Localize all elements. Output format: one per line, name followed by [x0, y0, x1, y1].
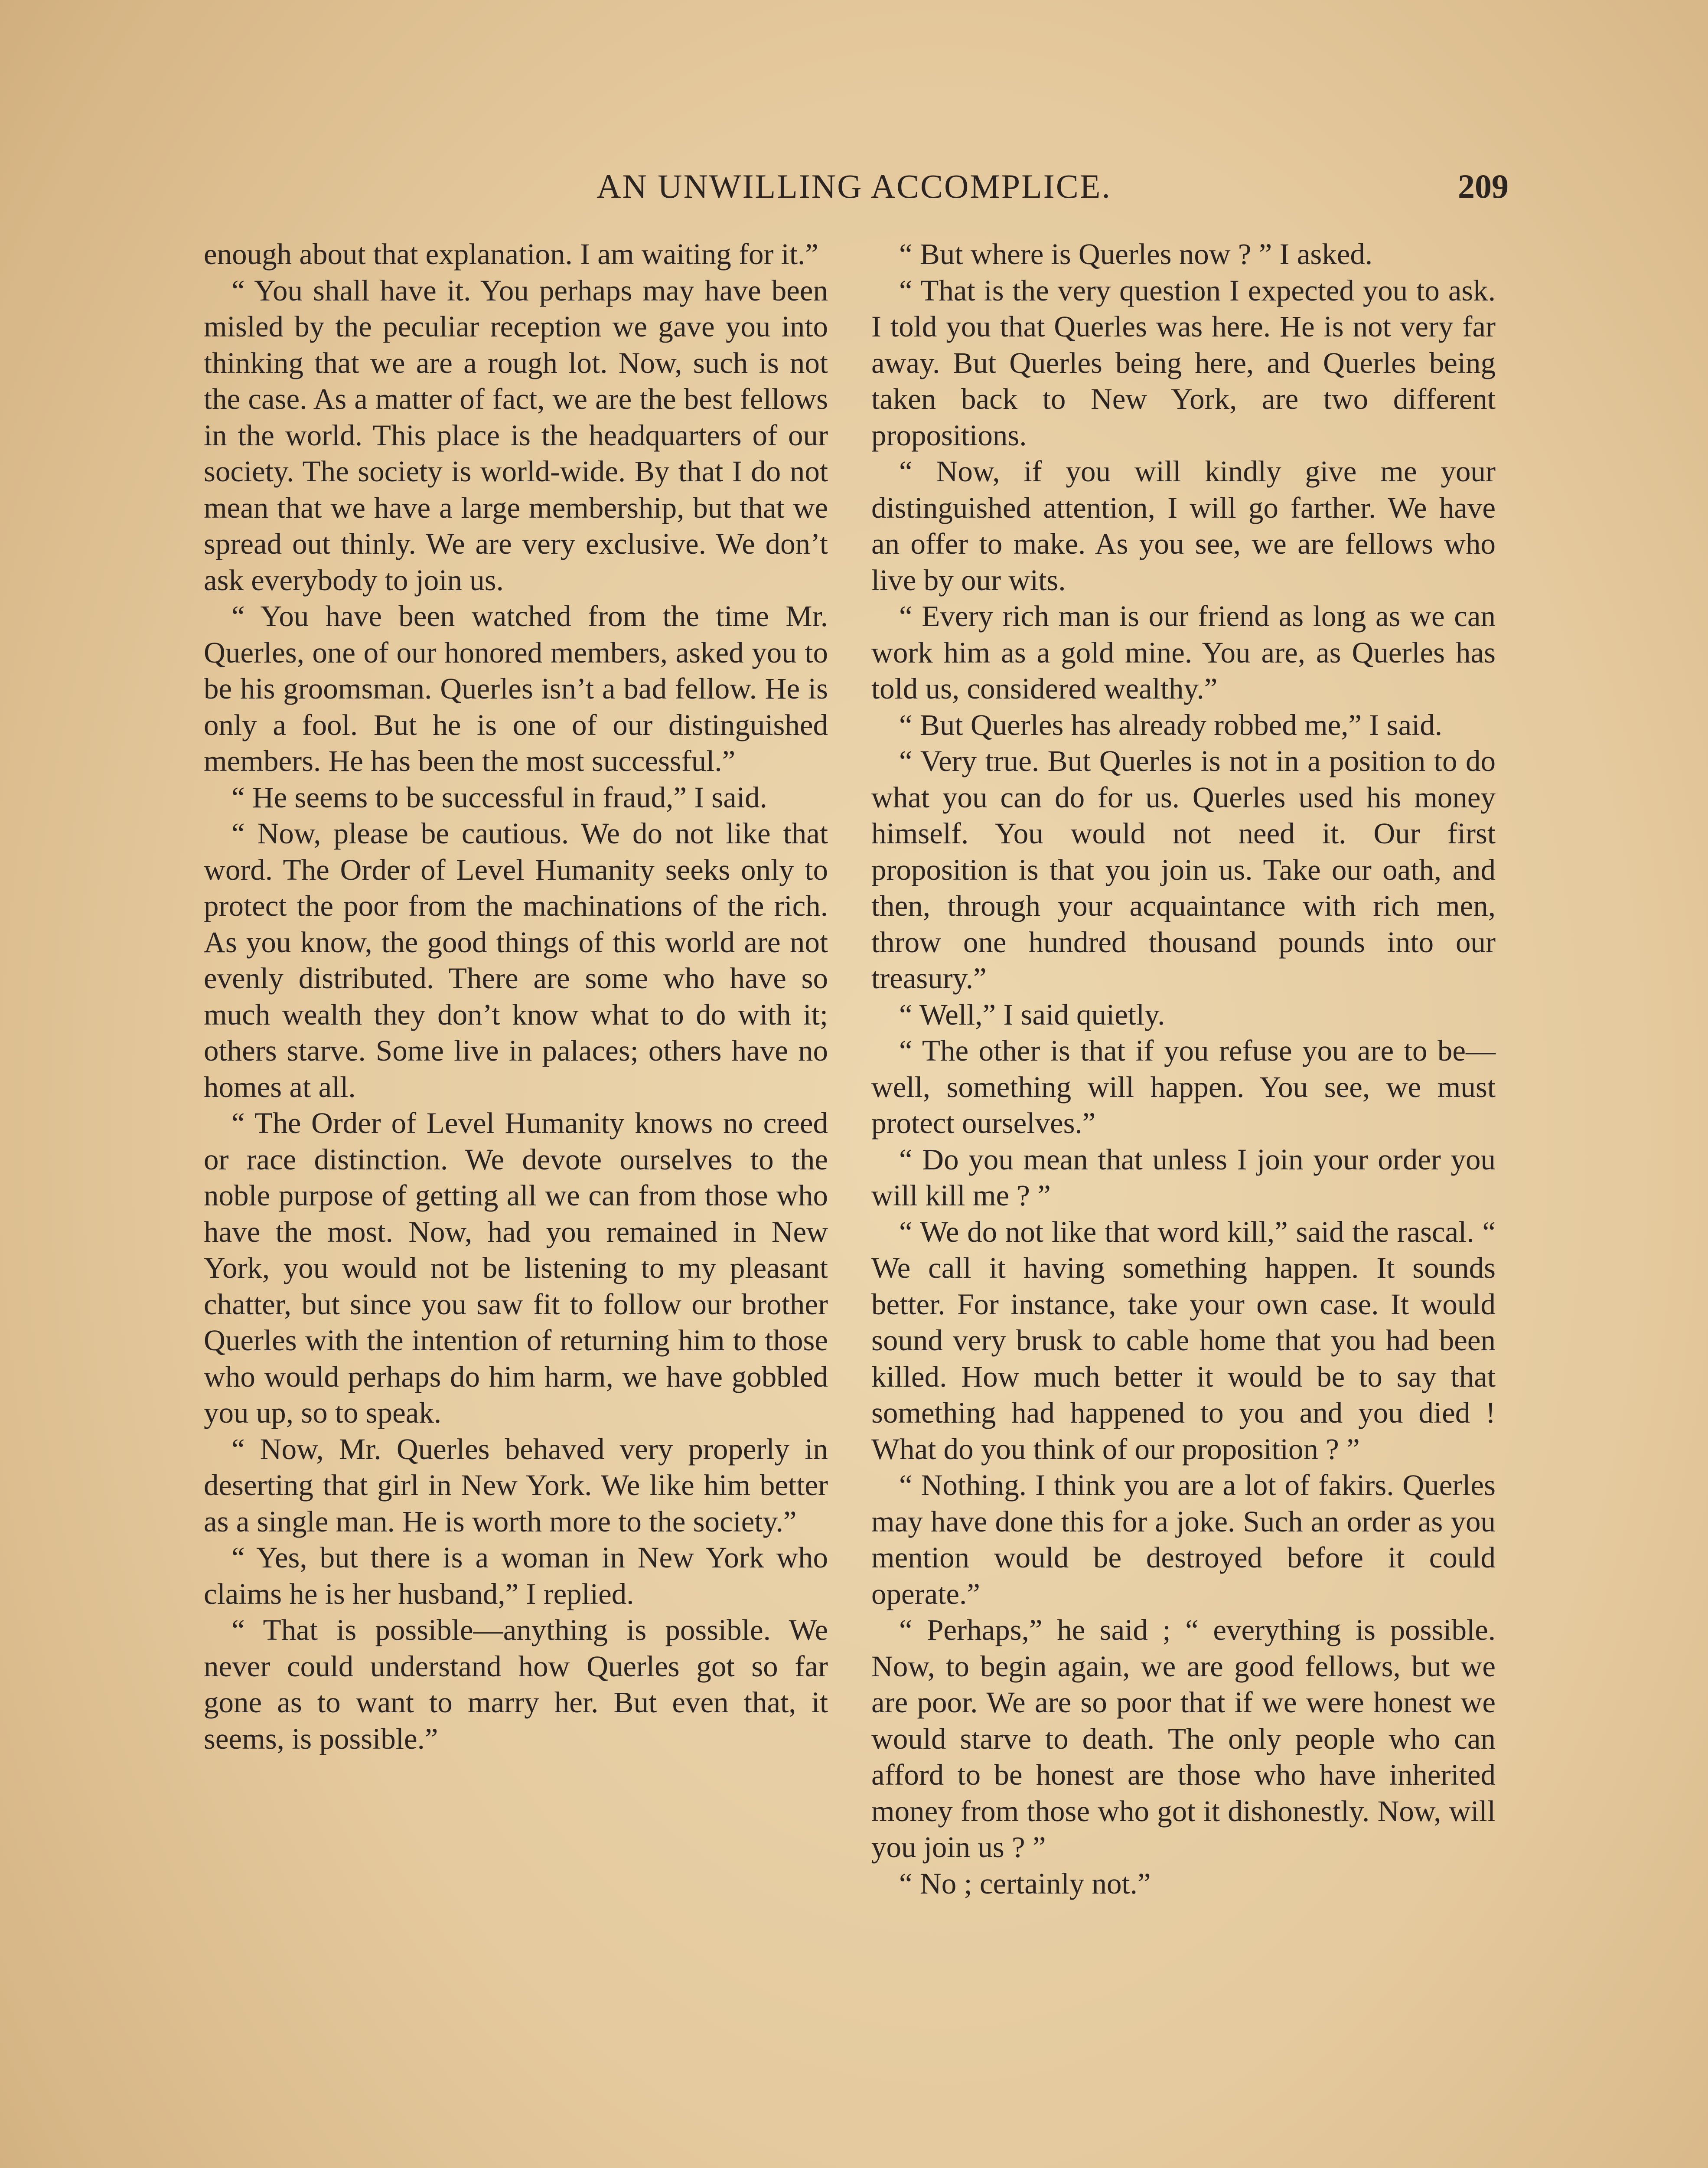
paragraph: “ Every rich man is our friend as long as we can work him as a gold mine. You are, as Querles has told us, considered wealthy.” — [871, 600, 1496, 705]
paragraph: “ The Order of Level Humanity knows no creed or race distinction. We devote ourselves to the noble purpose of getting all we can from those who have the most. Now, had you remained in New York, you would not be listening to my pleasant chatter, but since you saw fit to follow our brother Querles with the intention of returning him to those who would perhaps do him harm, we have gobbled you up, so to speak. — [204, 1107, 828, 1429]
paragraph: “ Now, please be cautious. We do not like that word. The Order of Level Humanity seeks only to protect the poor from the machinations of the rich. As you know, the good things of this world are not evenly distributed. There are some who have so much wealth they don’t know what to do with it; others starve. Some live in palaces; others have no homes at all. — [204, 817, 828, 1104]
left-column — [204, 236, 828, 2168]
paragraph: “ But Querles has already robbed me,” I said. — [899, 708, 1443, 741]
paragraph: “ You shall have it. You perhaps may have been misled by the peculiar reception we gave you into thinking that we are a rough lot. Now, such is not the case. As a matter of fact, we are the best fellows in the world. This place is the headquarters of our society. The society is world-wide. By that I do not mean that we have a large membership, but that we spread out thinly. We are very exclusive. We don’t ask everybody to join us. — [204, 274, 828, 597]
running-title: AN UNWILLING ACCOMPLICE. — [596, 167, 1112, 205]
page-number: 209 — [1458, 167, 1509, 205]
paragraph: “ Now, Mr. Querles behaved very properly in deserting that girl in New York. We like him better as a single man. He is worth more to the society.” — [204, 1432, 828, 1538]
paragraph: “ But where is Querles now ? ” I asked. — [899, 238, 1373, 271]
paragraph: “ Now, if you will kindly give me your distinguished attention, I will go farther. We have an offer to make. As you see, we are fellows who live by our wits. — [871, 455, 1496, 597]
paragraph: “ No ; certainly not.” — [899, 1867, 1151, 1900]
paragraph: “ Yes, but there is a woman in New York who claims he is her husband,” I replied. — [204, 1541, 828, 1610]
paragraph: “ He seems to be successful in fraud,” I said. — [231, 780, 767, 814]
paragraph: “ That is the very question I expected you to ask. I told you that Querles was here. He is not very far away. But Querles being here, and Querles being taken back to New York, are two different propositions. — [871, 274, 1496, 452]
paragraph: “ Very true. But Querles is not in a position to do what you can do for us. Querles used his money himself. You would not need it. Our first proposition is that you join us. Take our oath, and then, through your acquaintance with rich men, throw one hundred thousand pounds into our treasury.” — [871, 744, 1496, 995]
paragraph: “ Nothing. I think you are a lot of fakirs. Querles may have done this for a joke. Such an order as you mention would be destroyed before it could operate.” — [871, 1469, 1496, 1610]
paragraph: “ Do you mean that unless I join your order you will kill me ? ” — [871, 1143, 1496, 1212]
right-column — [871, 236, 1496, 2168]
paragraph: “ Perhaps,” he said ; “ everything is possible. Now, to begin again, we are good fellows, but we are poor. We are so poor that if we were honest we would starve to death. The only people who can afford to be honest are those who have inherited money from those who got it dishonestly. Now, will you join us ? ” — [871, 1613, 1496, 1864]
paragraph: “ The other is that if you refuse you are to be—well, something will happen. You see, we must protect ourselves.” — [871, 1034, 1496, 1140]
paragraph: “ That is possible—anything is possible. We never could understand how Querles got so far gone as to want to marry her. But even that, it seems, is possible.” — [204, 1613, 828, 1755]
running-head — [199, 163, 1509, 210]
paragraph: enough about that explanation. I am waiting for it.” — [204, 238, 818, 271]
paragraph: “ We do not like that word kill,” said the rascal. “ We call it having something happen. It sounds better. For instance, take your own case. It would sound very brusk to cable home that you had been killed. How much better it would be to say that something had happened to you and you died ! What do you think of our proposition ? ” — [871, 1215, 1496, 1466]
paragraph: “ You have been watched from the time Mr. Querles, one of our honored members, asked you to be his groomsman. Querles isn’t a bad fellow. He is only a fool. But he is one of our distinguished members. He has been the most successful.” — [204, 600, 828, 777]
paragraph: “ Well,” I said quietly. — [899, 998, 1165, 1031]
